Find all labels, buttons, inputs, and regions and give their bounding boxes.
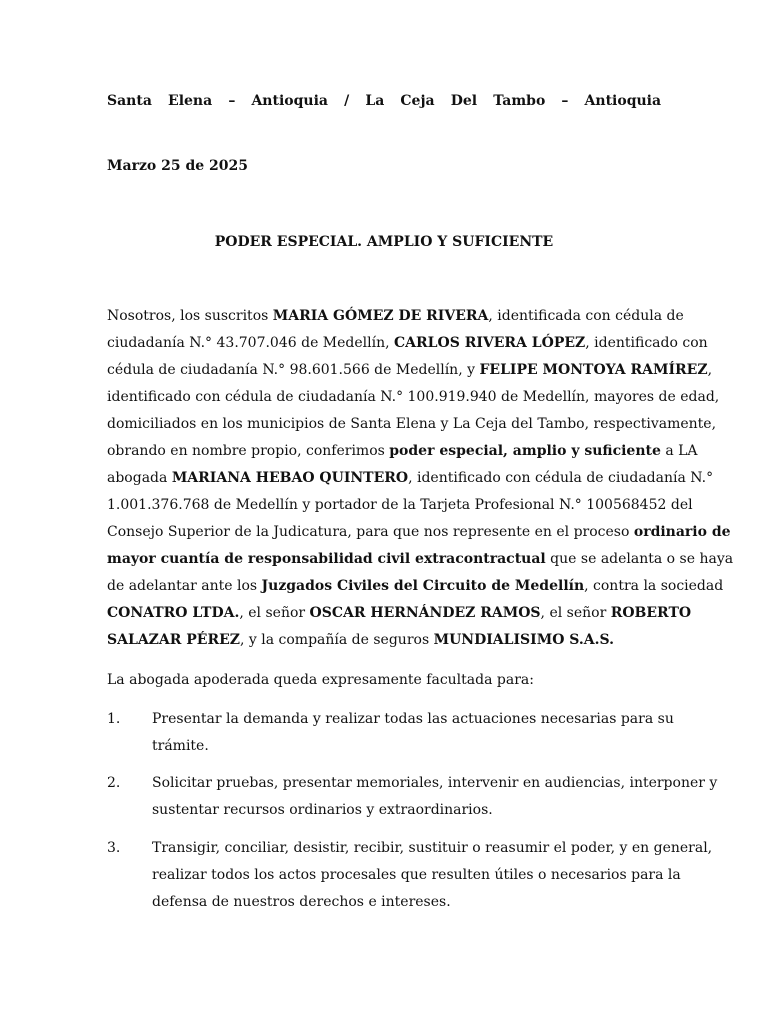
body-line [107,361,713,379]
text-run: , y la compañía de seguros [240,632,434,648]
body-line [107,523,731,541]
attorney-name: MARIANA HEBAO QUINTERO [171,470,409,486]
place-word: Antioquia [584,93,662,109]
place-word: Ceja [400,93,435,109]
list-item-continuation: realizar todos los actos procesales que resulten útiles o necesarios para la [152,867,681,883]
place-word: Antioquia [251,93,328,109]
document-title: PODER ESPECIAL. AMPLIO Y SUFICIENTE [214,234,554,250]
grantor-name: MARIA GÓMEZ DE RIVERA [272,308,489,324]
list-number: 2. [107,775,121,791]
place-word: Elena [168,93,213,109]
list-item-text: Transigir, conciliar, desistir, recibir, sustituir o reasumir el poder, y en general, [152,840,713,856]
text-run: obrando en nombre propio, conferimos [107,443,390,459]
text-run: cédula de ciudadanía N.° 98.601.566 de Medellín, y [107,362,480,378]
text-run: ciudadanía N.° 43.707.046 de Medellín, [107,335,395,351]
body-line [107,604,692,622]
body-line [107,307,684,325]
text-run: , identificado con cédula de ciudadanía N.° [408,470,714,486]
list-number: 1. [107,711,121,727]
body-line: domiciliados en los municipios de Santa Elena y La Ceja del Tambo, respectivamente, [107,416,717,432]
body-line: identificado con cédula de ciudadanía N.° 100.919.940 de Medellín, mayores de edad, [107,389,720,405]
insurer-name: MUNDIALISIMO S.A.S. [433,632,614,648]
text-run: abogada [107,470,172,486]
list-item-continuation: defensa de nuestros derechos e intereses. [152,894,451,910]
defendant-name: SALAZAR PÉREZ [107,632,240,648]
text-run: , el señor [239,605,310,621]
text-run: que se adelanta o se haya [545,551,734,567]
body-line [107,334,708,352]
text-run: , identificada con cédula de [488,308,684,324]
list-item-continuation: sustentar recursos ordinarios y extraordinarios. [152,802,493,818]
grantor-name: FELIPE MONTOYA RAMÍREZ [479,362,708,378]
grantor-name: CARLOS RIVERA LÓPEZ [394,335,586,351]
list-intro: La abogada apoderada queda expresamente facultada para: [107,672,534,688]
text-run: , [707,362,713,378]
list-number: 3. [107,840,121,856]
place-word: – [561,93,569,109]
defendant-name: OSCAR HERNÁNDEZ RAMOS [309,605,541,621]
text-run: , identificado con [585,335,708,351]
list-item-text: Presentar la demanda y realizar todas las actuaciones necesarias para su [152,711,674,727]
body-line: 1.001.376.768 de Medellín y portador de la Tarjeta Profesional N.° 100568452 del [107,497,693,513]
body-line [107,550,734,568]
text-run: , el señor [540,605,611,621]
place-word: – [228,93,236,109]
place-word: La [365,93,385,109]
defendant-name: CONATRO LTDA. [107,605,240,621]
document-date: Marzo 25 de 2025 [107,158,248,174]
list-item-text: Solicitar pruebas, presentar memoriales, intervenir en audiencias, interponer y [152,775,718,791]
court-name: Juzgados Civiles del Circuito de Medellín [261,578,585,594]
text-run: , contra la sociedad [584,578,724,594]
power-type: poder especial, amplio y suficiente [389,443,661,459]
text-run: a LA [660,443,698,459]
body-line [107,469,714,487]
text-run: Nosotros, los suscritos [107,308,273,324]
process-type: mayor cuantía de responsabilidad civil extracontractual [107,551,546,567]
body-line [107,631,661,649]
text-run: Consejo Superior de la Judicatura, para que nos represente en el proceso [107,524,634,540]
place-word: / [344,93,350,109]
process-type: ordinario de [633,524,731,540]
defendant-name: ROBERTO [610,605,692,621]
place-word: Del [450,93,478,109]
text-run: de adelantar ante los [107,578,262,594]
place-line [107,92,661,110]
place-word: Santa [107,93,152,109]
body-line [107,442,698,460]
list-item-continuation: trámite. [152,738,209,754]
place-word: Tambo [493,93,546,109]
body-line [107,577,724,595]
